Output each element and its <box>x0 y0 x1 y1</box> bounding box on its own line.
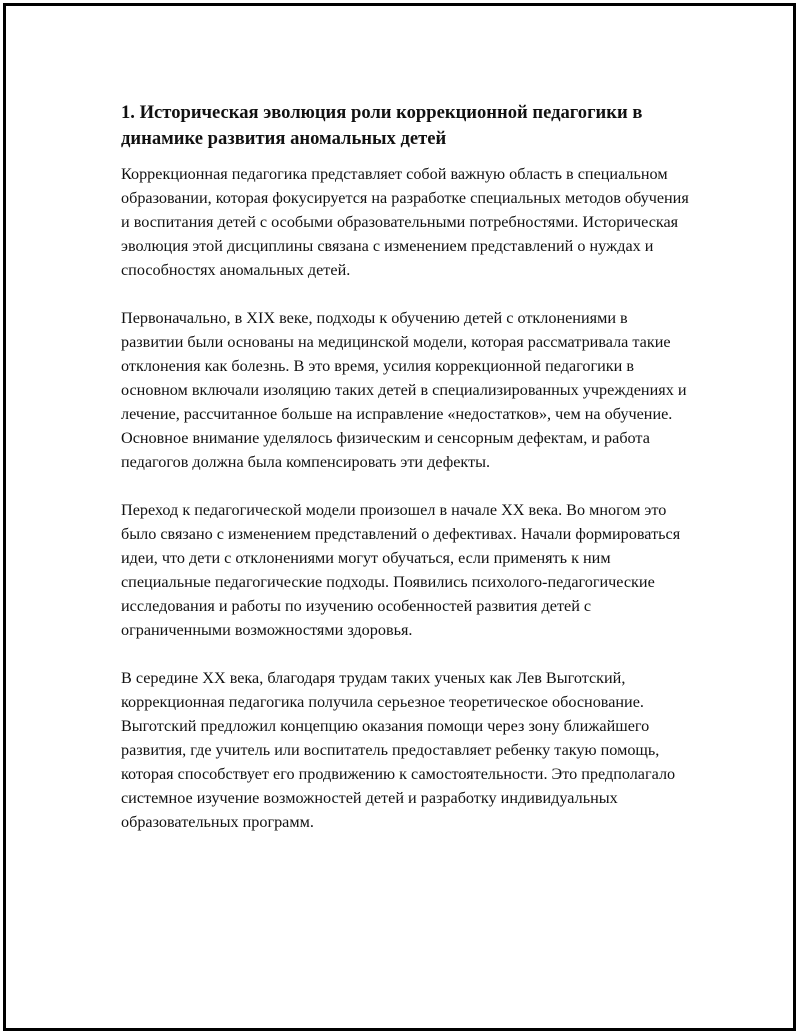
page-frame <box>3 3 796 1031</box>
paragraph-medical-model: Первоначально, в XIX веке, подходы к обучению детей с отклонениями в развитии были основаны на медицинской модели, которая рассматривала такие отклонения как болезнь. В это время, усилия коррекционной педагогики в основном включали изоляцию таких детей в специализированных учреждениях и лечение, рассчитанное больше на исправление «недостатков», чем на обучение. Основное внимание уделялось физическим и сенсорным дефектам, и работа педагогов должна была компенсировать эти дефекты. <box>121 309 687 471</box>
paragraph-intro: Коррекционная педагогика представляет собой важную область в специальном образовании, которая фокусируется на разработке специальных методов обучения и воспитания детей с особыми образовательными потребностями. Историческая эволюция этой дисциплины связана с изменением представлений о нуждах и способностях аномальных детей. <box>121 165 689 279</box>
paragraph-vygotsky: В середине XX века, благодаря трудам таких ученых как Лев Выготский, коррекционная педагогика получила серьезное теоретическое обоснование. Выготский предложил концепцию оказания помощи через зону ближайшего развития, где учитель или воспитатель предоставляет ребенку такую помощь, которая способствует его продвижению к самостоятельности. Это предполагало системное изучение возможностей детей и разработку индивидуальных образовательных программ. <box>121 669 676 831</box>
document-body <box>121 100 691 834</box>
section-heading: 1. Историческая эволюция роли коррекционной педагогики в динамике развития аномальных детей <box>121 102 643 149</box>
paragraph-pedagogical-model: Переход к педагогической модели произошел в начале XX века. Во многом это было связано с изменением представлений о дефективах. Начали формироваться идеи, что дети с отклонениями могут обучаться, если применять к ним специальные педагогические подходы. Появились психолого-педагогические исследования и работы по изучению особенностей развития детей с ограниченными возможностями здоровья. <box>121 501 681 639</box>
